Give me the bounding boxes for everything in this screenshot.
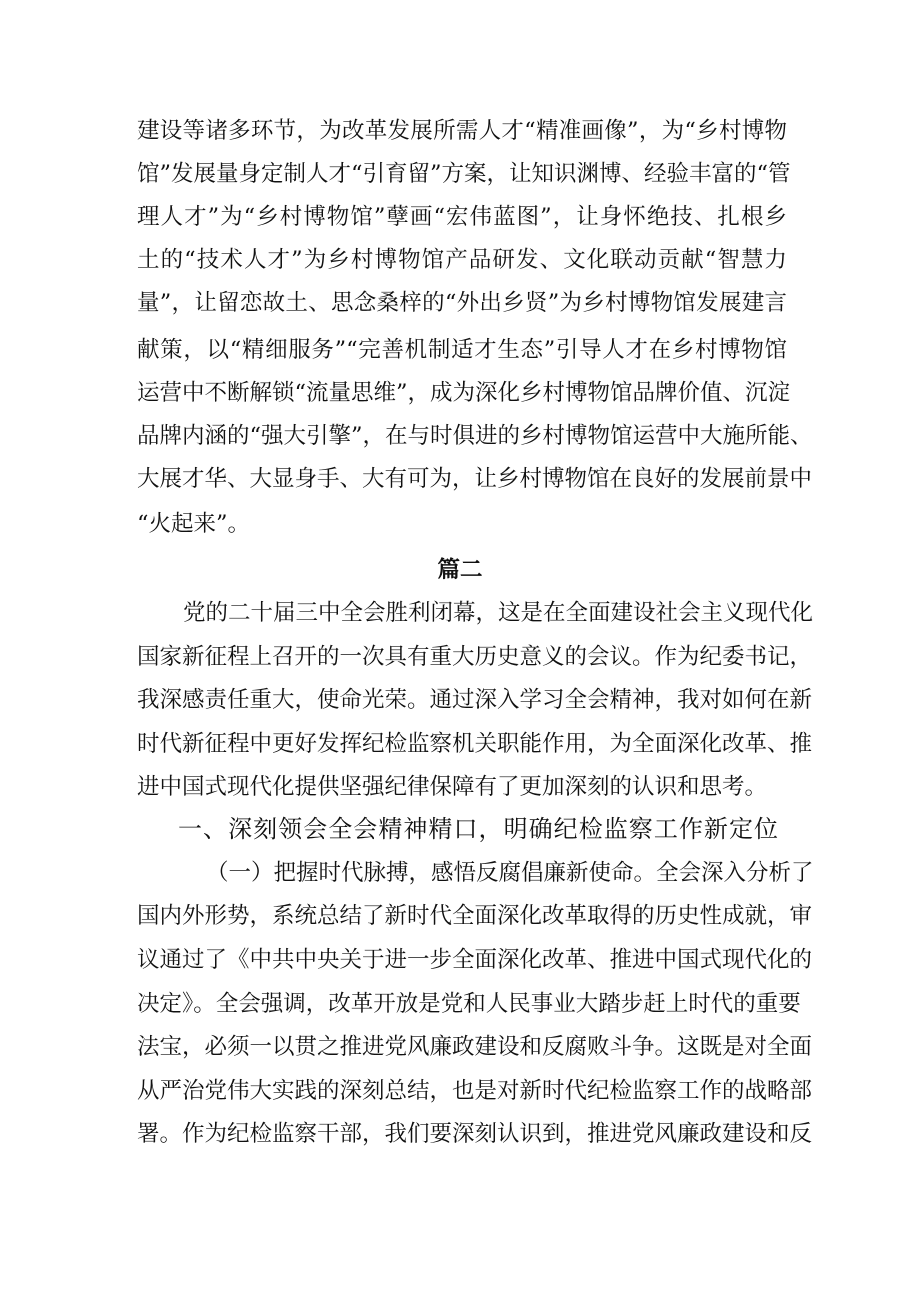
paragraph-line: “火起来”。: [137, 511, 251, 537]
paragraph-line: 土的“技术人才”为乡村博物馆产品研发、文化联动贡献“智慧力: [137, 247, 787, 273]
section-heading: 一、深刻领会全会精神精口，明确纪检监察工作新定位: [178, 815, 778, 843]
paragraph-line: 量”，让留恋故土、思念桑梓的“外出乡贤”为乡村博物馆发展建言: [137, 290, 787, 316]
paragraph-line: 决定》。全会强调，改革开放是党和人民事业大踏步赶上时代的重要: [137, 991, 801, 1017]
paragraph-line: 运营中不断解锁“流量思维”，成为深化乡村博物馆品牌价值、沉淀: [137, 380, 791, 406]
paragraph-line: 大展才华、大显身手、大有可为，让乡村博物馆在良好的发展前景中: [137, 466, 813, 492]
paragraph-line: 建设等诸多环节，为改革发展所需人才“精准画像”，为“乡村博物: [137, 118, 787, 144]
paragraph-line: 国家新征程上召开的一次具有重大历史意义的会议。作为纪委书记，: [137, 644, 813, 670]
paragraph-line: 署。作为纪检监察干部，我们要深刻认识到，推进党风廉政建设和反: [137, 1121, 813, 1147]
paragraph-line: 法宝，必须一以贯之推进党风廉政建设和反腐败斗争。这既是对全面: [137, 1034, 813, 1060]
section-title: 篇二: [437, 557, 483, 583]
paragraph-line: 进中国式现代化提供坚强纪律保障有了更加深刻的认识和思考。: [137, 774, 768, 800]
paragraph-line: 献策，以“精细服务”“完善机制适才生态”引导人才在乡村博物馆: [137, 337, 787, 363]
paragraph-line: 品牌内涵的“强大引擎”，在与时俱进的乡村博物馆运营中大施所能、: [137, 423, 813, 449]
paragraph-line: 国内外形势，系统总结了新时代全面深化改革取得的历史性成就，审: [137, 903, 813, 929]
paragraph-line: 时代新征程中更好发挥纪检监察机关职能作用，为全面深化改革、推: [137, 731, 813, 757]
paragraph-line: 议通过了《中共中央关于进一步全面深化改革、推进中国式现代化的: [137, 947, 813, 973]
paragraph-line: 馆”发展量身定制人才“引育留”方案，让知识渊博、经验丰富的“管: [137, 161, 791, 187]
paragraph-line: 我深感责任重大，使命光荣。通过深入学习全会精神，我对如何在新: [137, 687, 813, 713]
paragraph-line: 党的二十届三中全会胜利闭幕，这是在全面建设社会主义现代化: [183, 600, 814, 626]
paragraph-line: （一）把握时代脉搏，感悟反腐倡廉新使命。全会深入分析了: [206, 860, 814, 886]
paragraph-line: 从严治党伟大实践的深刻总结，也是对新时代纪检监察工作的战略部: [137, 1078, 813, 1104]
paragraph-line: 理人才”为“乡村博物馆”孽画“宏伟蓝图”，让身怀绝技、扎根乡: [137, 204, 787, 230]
